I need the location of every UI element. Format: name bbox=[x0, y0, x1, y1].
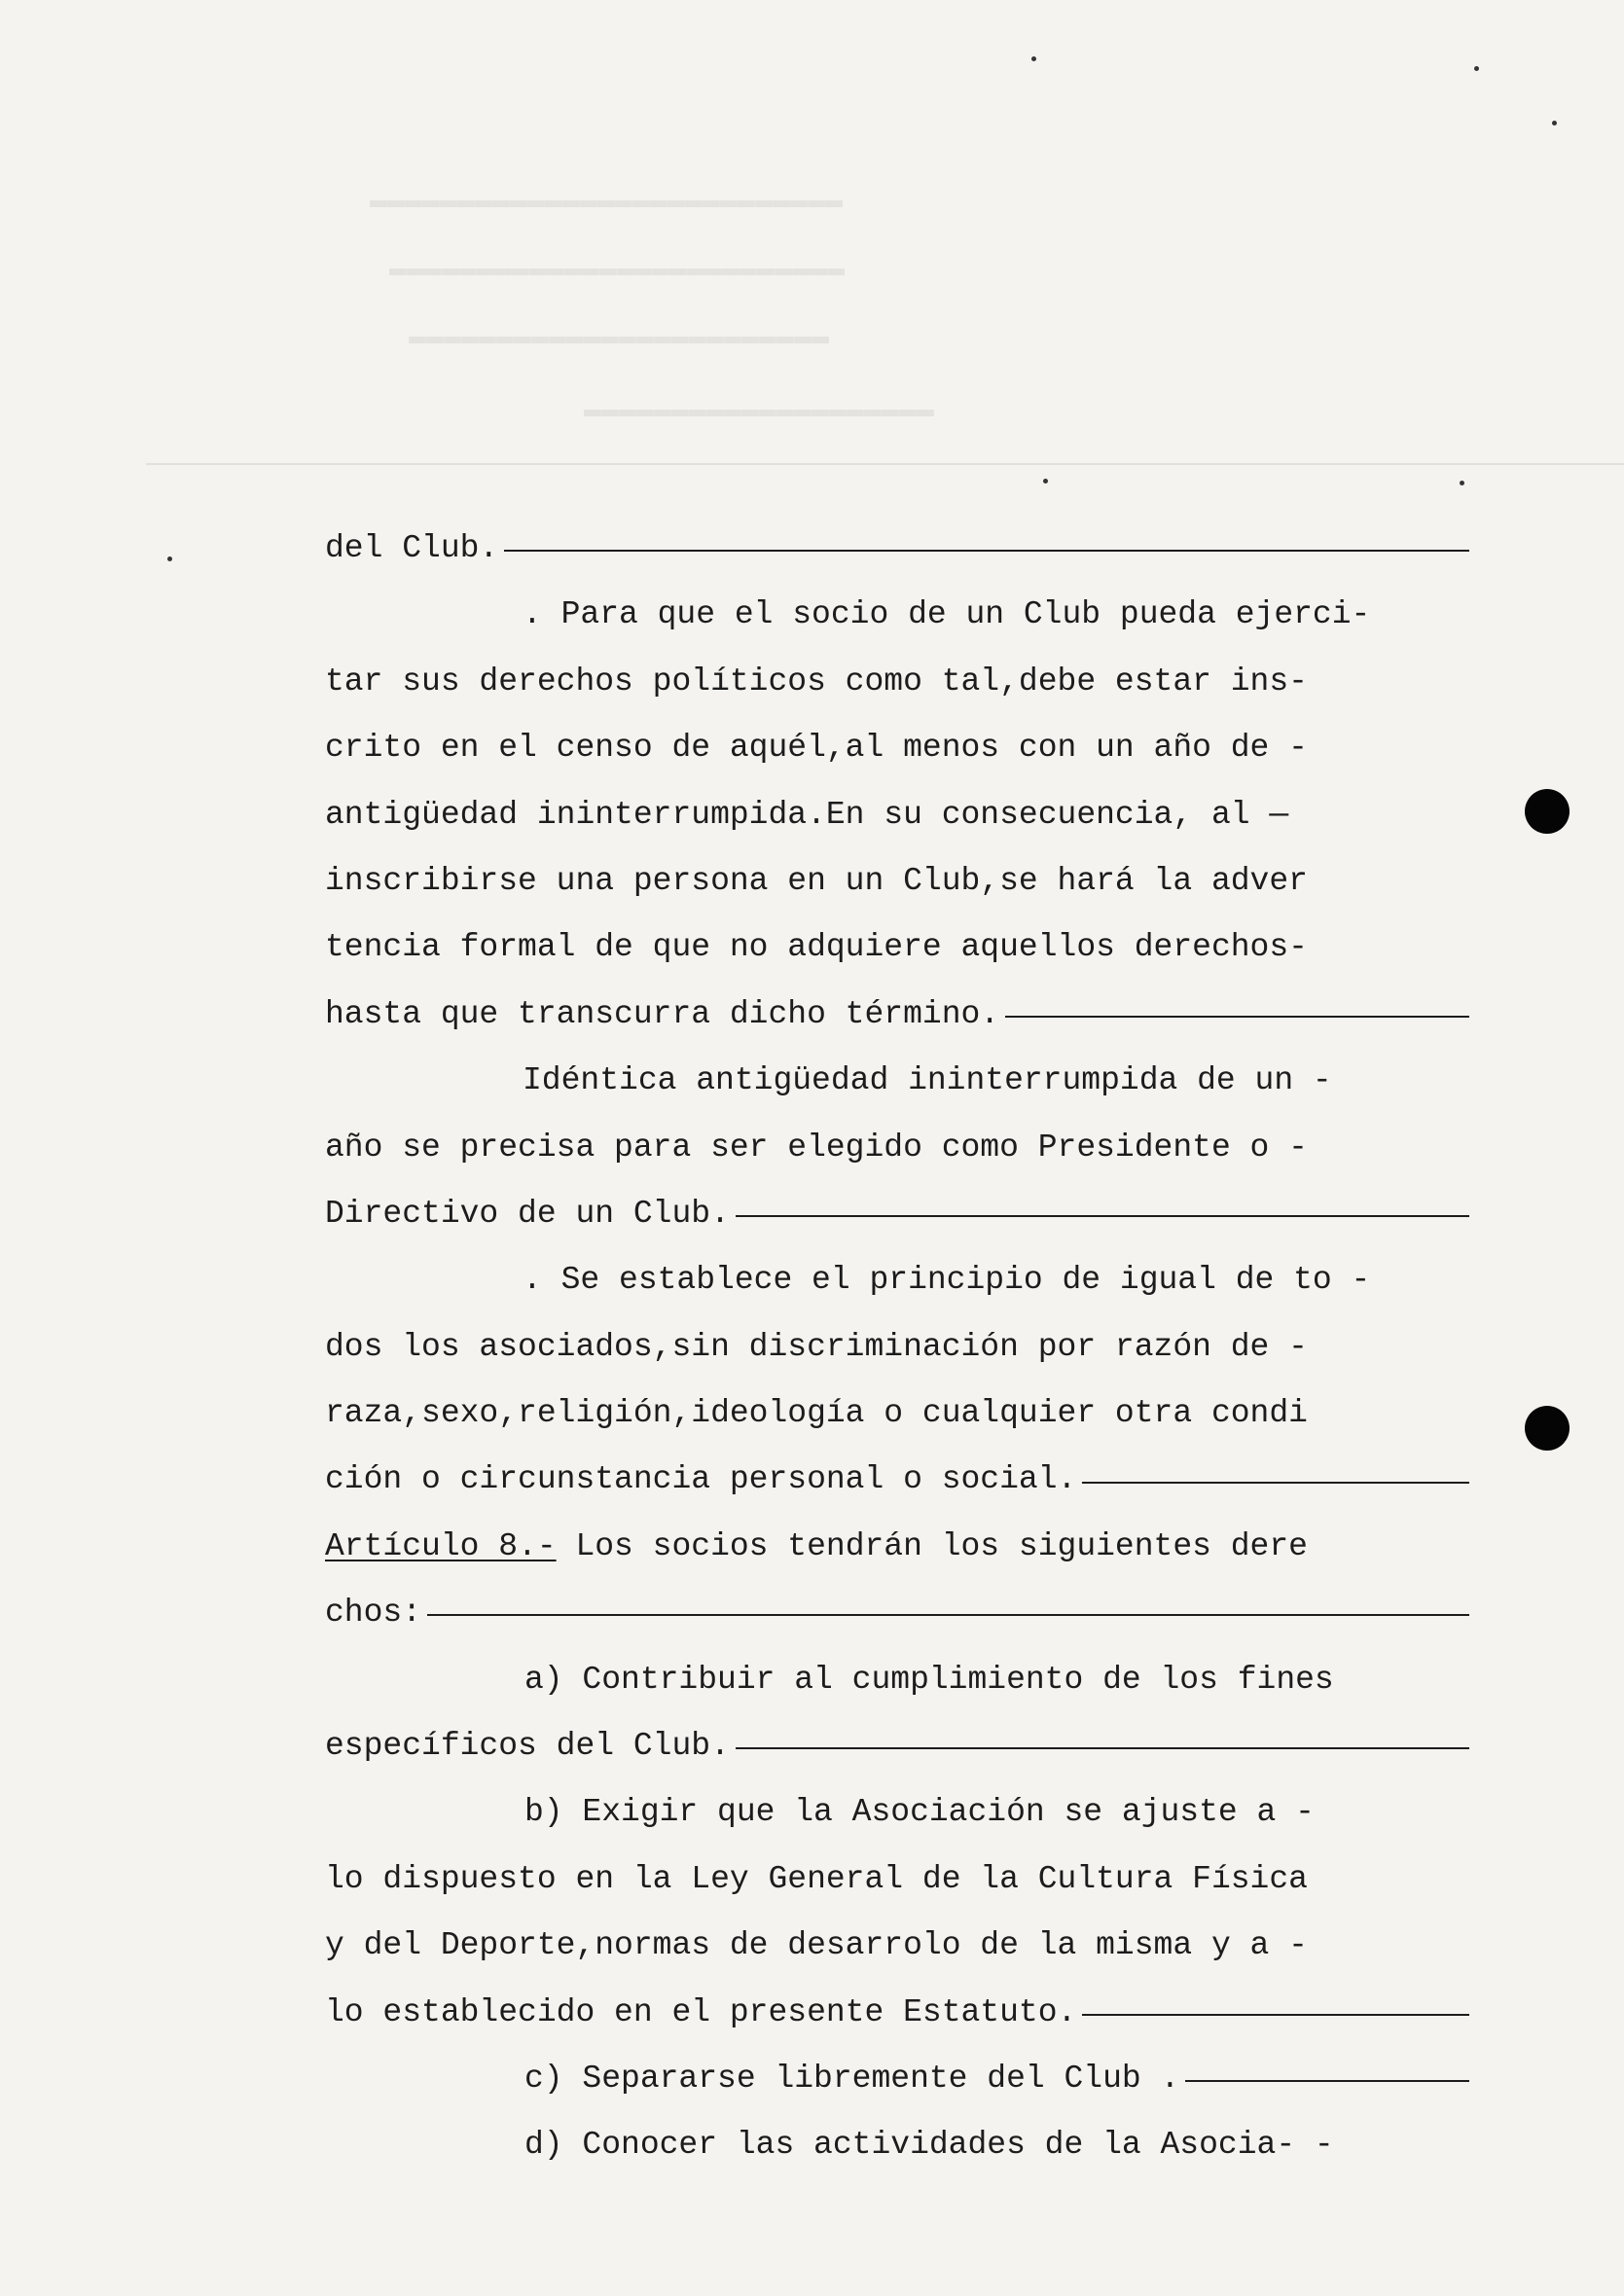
fill-dash-line bbox=[504, 550, 1469, 552]
text-line: Artículo 8.- Los socios tendrán los siguientes dere bbox=[325, 1514, 1469, 1580]
text-line: . Para que el socio de un Club pueda ejerci- bbox=[523, 596, 1371, 633]
paper-fold-line bbox=[146, 463, 1624, 465]
fill-dash-line bbox=[736, 1215, 1469, 1217]
text-line: a) Contribuir al cumplimiento de los fines bbox=[524, 1661, 1334, 1698]
text-line: Idéntica antigüedad ininterrumpida de un - bbox=[523, 1062, 1332, 1099]
fill-dash-line bbox=[736, 1747, 1469, 1749]
paper-speck bbox=[1552, 121, 1557, 126]
text-line: lo establecido en el presente Estatuto. bbox=[325, 1980, 1469, 2046]
paper-speck bbox=[1031, 56, 1036, 61]
text-line: hasta que transcurra dicho término. bbox=[325, 982, 1469, 1048]
text-line: ción o circunstancia personal o social. bbox=[325, 1447, 1469, 1513]
text-line: Directivo de un Club. bbox=[325, 1181, 1469, 1247]
bleed-through-text: ▬▬▬▬▬▬▬▬▬▬▬▬▬▬▬▬▬▬▬▬▬▬▬▬▬▬ bbox=[389, 253, 846, 286]
text-line: d) Conocer las actividades de la Asocia- - bbox=[524, 2127, 1334, 2164]
text-line: crito en el censo de aquél,al menos con un año de - bbox=[325, 730, 1308, 767]
bleed-through-text: ▬▬▬▬▬▬▬▬▬▬▬▬▬▬▬▬▬▬▬▬▬▬▬▬▬▬▬ bbox=[370, 185, 844, 218]
fill-dash-line bbox=[1185, 2080, 1469, 2082]
text-line: dos los asociados,sin discriminación por razón de - bbox=[325, 1328, 1308, 1365]
text-line: lo dispuesto en la Ley General de la Cultura Física bbox=[325, 1860, 1308, 1897]
paper-speck bbox=[167, 556, 172, 561]
text-line: tar sus derechos políticos como tal,debe estar ins- bbox=[325, 663, 1308, 700]
paper-speck bbox=[1460, 481, 1464, 485]
text-line: chos: bbox=[325, 1580, 1469, 1646]
typewritten-text bbox=[325, 516, 1469, 2179]
text-line: año se precisa para ser elegido como Presidente o - bbox=[325, 1129, 1308, 1166]
bleed-through-text: ▬▬▬▬▬▬▬▬▬▬▬▬▬▬▬▬▬▬▬▬▬▬▬▬ bbox=[409, 321, 830, 354]
text-line: y del Deporte,normas de desarrolo de la misma y a - bbox=[325, 1927, 1308, 1964]
fill-dash-line bbox=[427, 1614, 1469, 1616]
fill-dash-line bbox=[1082, 1482, 1469, 1484]
punch-hole bbox=[1525, 1406, 1570, 1451]
fill-dash-line bbox=[1082, 2014, 1469, 2016]
paper-speck bbox=[1043, 479, 1048, 484]
text-line: inscribirse una persona en un Club,se hará la adver bbox=[325, 862, 1308, 899]
paper-speck bbox=[1474, 66, 1479, 71]
punch-hole bbox=[1525, 789, 1570, 834]
text-line: específicos del Club. bbox=[325, 1713, 1469, 1779]
fill-dash-line bbox=[1005, 1016, 1469, 1018]
text-line: . Se establece el principio de igual de to - bbox=[523, 1262, 1371, 1299]
text-line: del Club. bbox=[325, 516, 1469, 582]
article-heading: Artículo 8.- bbox=[325, 1527, 557, 1564]
text-line: tencia formal de que no adquiere aquellos derechos- bbox=[325, 929, 1308, 966]
bleed-through-text: ▬▬▬▬▬▬▬▬▬▬▬▬▬▬▬▬▬▬▬▬ bbox=[584, 394, 935, 427]
text-line: c) Separarse libremente del Club . bbox=[325, 2046, 1469, 2112]
text-line: raza,sexo,religión,ideología o cualquier otra condi bbox=[325, 1395, 1308, 1432]
text-line: antigüedad ininterrumpida.En su consecuencia, al — bbox=[325, 796, 1289, 833]
text-line: b) Exigir que la Asociación se ajuste a - bbox=[524, 1794, 1315, 1831]
